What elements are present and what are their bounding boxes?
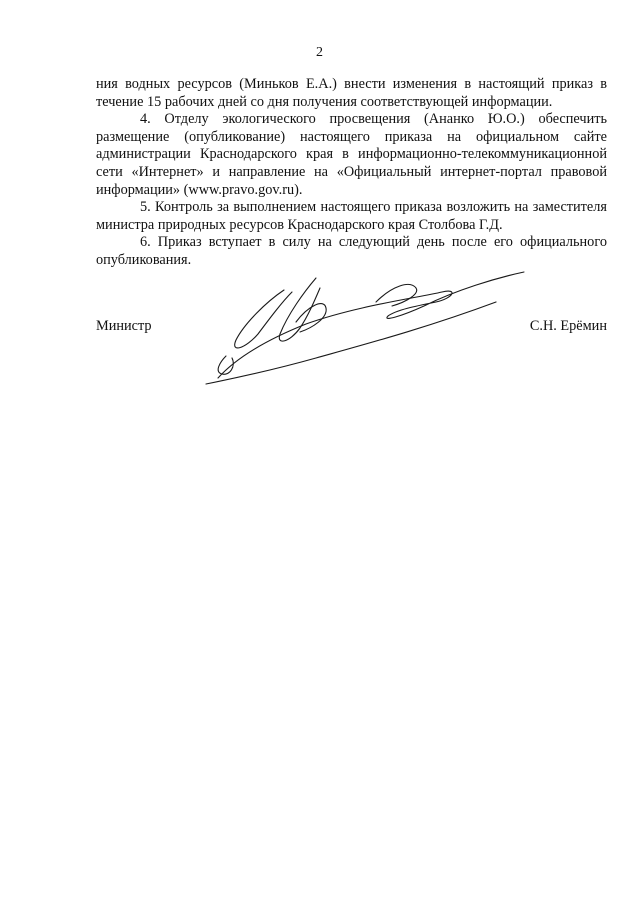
signature-stroke [235,290,292,348]
handwritten-signature [196,262,526,392]
document-body [96,76,607,270]
paragraph-item-6: 6. Приказ вступает в силу на следующий день после его официального опубликования. [96,234,607,268]
paragraph-item-4: 4. Отделу экологического просвещения (Ананко Ю.О.) обеспечить размещение (опубликование) настоящего приказа на официальном сайте администрации Краснодарского края в информационно-телекоммуникационной сети «Интернет» и направление на «Официальный интернет-портал правовой информации» (www.pravo.gov.ru). [96,111,607,198]
signatory-title: Министр [96,318,152,334]
page-number: 2 [316,45,323,60]
signature-stroke [376,284,417,306]
signature-stroke [218,272,524,378]
signatory-name: С.Н. Ерёмин [529,318,607,334]
paragraph-continuation: ния водных ресурсов (Миньков Е.А.) внести изменения в настоящий приказ в течение 15 рабочих дней со дня получения соответствующей информации. [96,76,607,110]
paragraph-item-5: 5. Контроль за выполнением настоящего приказа возложить на заместителя министра природных ресурсов Краснодарского края Столбова Г.Д. [96,199,607,233]
